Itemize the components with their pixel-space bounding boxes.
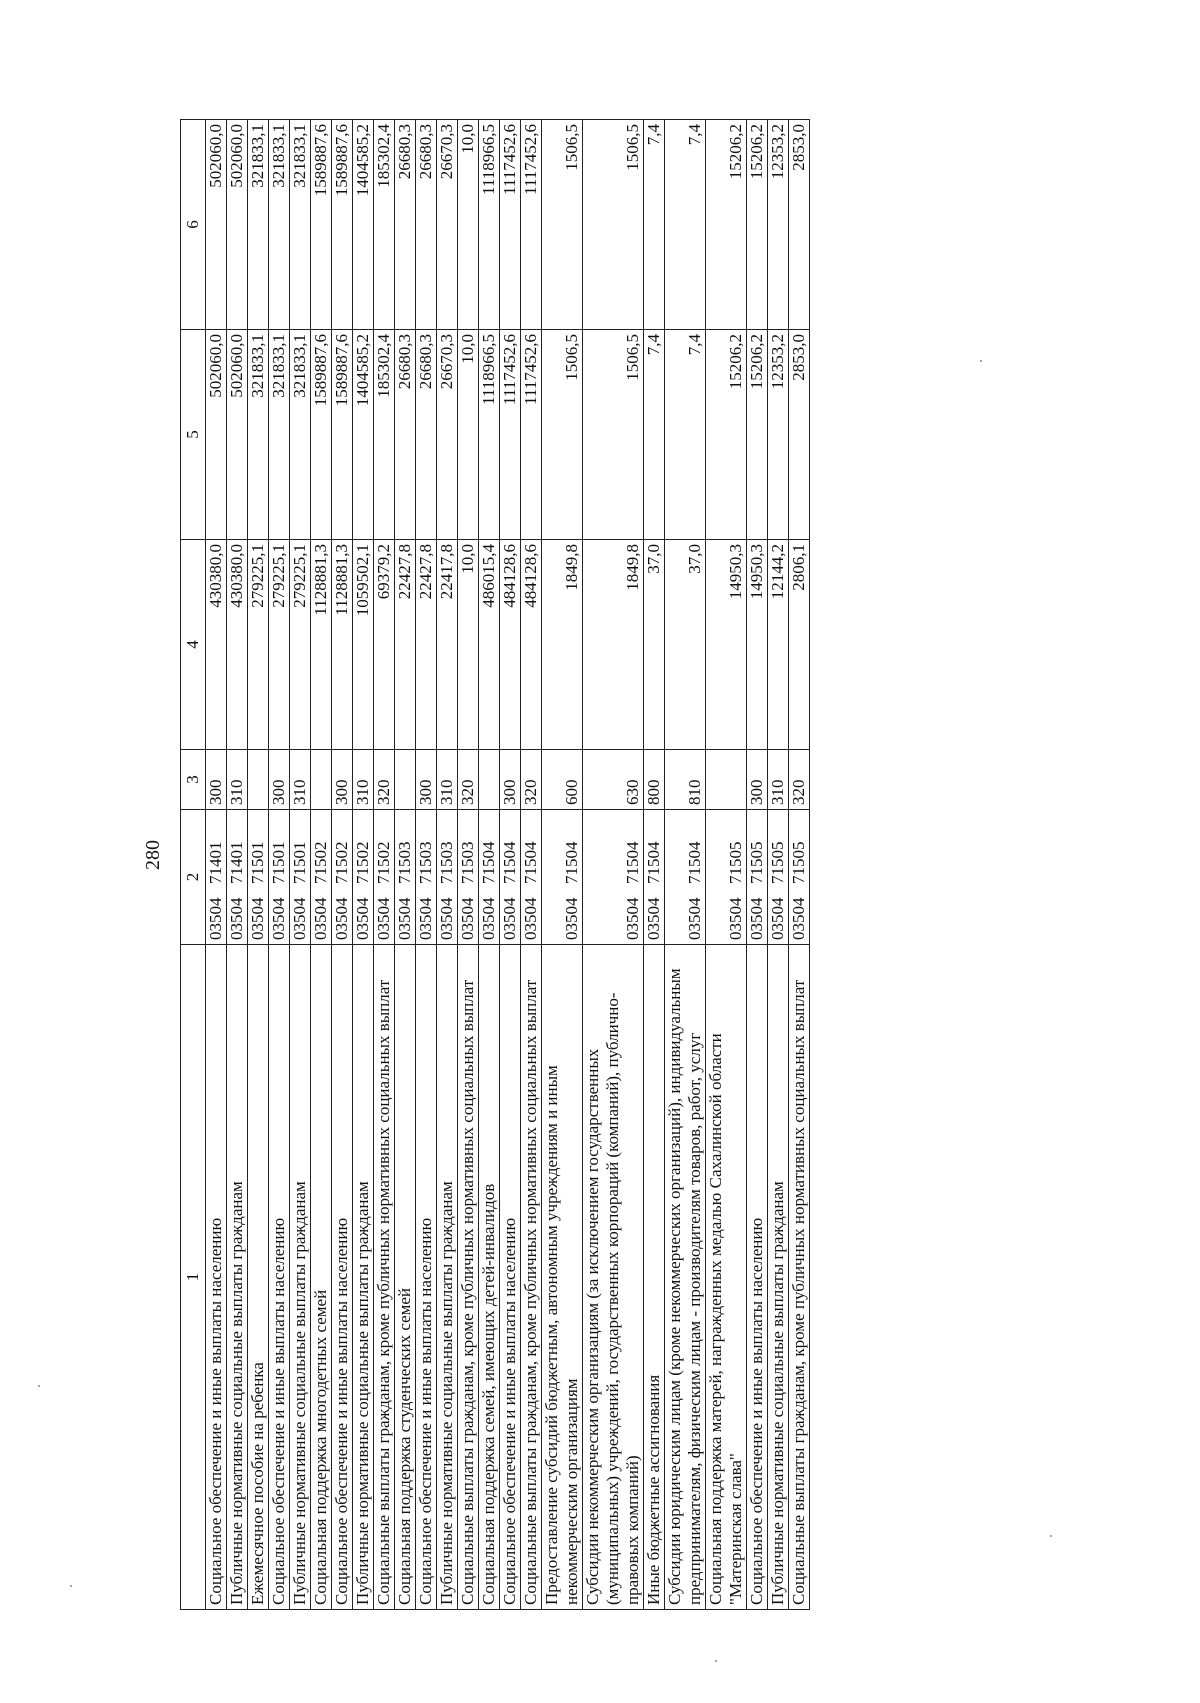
amount-col5: 15206,2	[706, 330, 747, 540]
amount-col4: 279225,1	[248, 540, 269, 750]
row-name: Социальные выплаты гражданам, кроме публичных нормативных социальных выплат	[374, 945, 395, 1610]
target-code: 71504	[644, 841, 663, 884]
budget-table	[180, 119, 810, 1610]
row-code	[248, 810, 269, 945]
section-code: 03504	[500, 897, 519, 940]
section-code: 03504	[726, 897, 745, 940]
amount-col4: 486015,4	[479, 540, 500, 750]
amount-col6: 502060,0	[206, 120, 227, 330]
target-code: 71505	[726, 841, 745, 884]
column-header: 4	[181, 540, 206, 750]
amount-col6: 15206,2	[706, 120, 747, 330]
expense-type-code: 320	[521, 750, 542, 810]
row-name: Социальная поддержка матерей, награжденных медалью Сахалинской области "Материнская слава"	[706, 945, 747, 1610]
row-name: Социальные выплаты гражданам, кроме публичных нормативных социальных выплат	[521, 945, 542, 1610]
row-name: Субсидии некоммерческим организациям (за исключением государственных (муниципальных) учреждений, государственных корпораций (компаний), публично-правовых компаний)	[583, 945, 644, 1610]
amount-col5: 1117452,6	[500, 330, 521, 540]
amount-col4: 279225,1	[269, 540, 290, 750]
table-row	[583, 120, 644, 1610]
amount-col6: 1506,5	[583, 120, 644, 330]
amount-col4: 1128881,3	[332, 540, 353, 750]
row-code	[206, 810, 227, 945]
row-name: Социальная поддержка студенческих семей	[395, 945, 416, 1610]
target-code: 71505	[747, 841, 766, 884]
row-code	[353, 810, 374, 945]
row-code	[332, 810, 353, 945]
amount-col6: 26680,3	[416, 120, 437, 330]
amount-col6: 321833,1	[269, 120, 290, 330]
table-row	[500, 120, 521, 1610]
target-code: 71504	[623, 841, 642, 884]
expense-type-code: 300	[416, 750, 437, 810]
target-code: 71502	[374, 841, 393, 884]
row-code	[542, 810, 583, 945]
target-code: 71503	[458, 841, 477, 884]
expense-type-code: 300	[500, 750, 521, 810]
expense-type-code: 320	[374, 750, 395, 810]
amount-col6: 15206,2	[747, 120, 768, 330]
section-code: 03504	[747, 897, 766, 940]
expense-type-code: 810	[665, 750, 706, 810]
target-code: 71501	[248, 841, 267, 884]
row-code	[747, 810, 768, 945]
row-code	[789, 810, 810, 945]
amount-col4: 279225,1	[290, 540, 311, 750]
row-code	[665, 810, 706, 945]
amount-col5: 321833,1	[248, 330, 269, 540]
amount-col5: 1404585,2	[353, 330, 374, 540]
amount-col5: 1118966,5	[479, 330, 500, 540]
section-code: 03504	[416, 897, 435, 940]
amount-col6: 2853,0	[789, 120, 810, 330]
target-code: 71401	[206, 841, 225, 884]
expense-type-code: 320	[789, 750, 810, 810]
amount-col4: 14950,3	[747, 540, 768, 750]
expense-type-code: 310	[768, 750, 789, 810]
row-code	[437, 810, 458, 945]
amount-col6: 1589887,6	[311, 120, 332, 330]
amount-col4: 484128,6	[500, 540, 521, 750]
table-row	[374, 120, 395, 1610]
section-code: 03504	[290, 897, 309, 940]
row-name: Социальное обеспечение и иные выплаты населению	[206, 945, 227, 1610]
section-code: 03504	[479, 897, 498, 940]
table-row	[311, 120, 332, 1610]
amount-col4: 14950,3	[706, 540, 747, 750]
row-code	[227, 810, 248, 945]
scan-speck	[38, 1385, 40, 1387]
table-row	[332, 120, 353, 1610]
column-header: 2	[181, 810, 206, 945]
amount-col4: 37,0	[644, 540, 665, 750]
table-row	[290, 120, 311, 1610]
expense-type-code	[479, 750, 500, 810]
table-row	[747, 120, 768, 1610]
row-name: Социальная поддержка многодетных семей	[311, 945, 332, 1610]
row-name: Иные бюджетные ассигнования	[644, 945, 665, 1610]
row-code	[583, 810, 644, 945]
table-row	[458, 120, 479, 1610]
amount-col5: 10,0	[458, 330, 479, 540]
amount-col5: 26670,3	[437, 330, 458, 540]
target-code: 71503	[437, 841, 456, 884]
table-row	[227, 120, 248, 1610]
amount-col4: 10,0	[458, 540, 479, 750]
amount-col5: 26680,3	[416, 330, 437, 540]
section-code: 03504	[227, 897, 246, 940]
target-code: 71504	[500, 841, 519, 884]
section-code: 03504	[685, 897, 704, 940]
row-code	[706, 810, 747, 945]
table-row	[206, 120, 227, 1610]
expense-type-code: 630	[583, 750, 644, 810]
amount-col5: 26680,3	[395, 330, 416, 540]
target-code: 71503	[395, 841, 414, 884]
table-row	[665, 120, 706, 1610]
rotated-page	[140, 45, 1120, 1665]
amount-col5: 1506,5	[583, 330, 644, 540]
amount-col5: 7,4	[665, 330, 706, 540]
amount-col5: 502060,0	[227, 330, 248, 540]
expense-type-code: 800	[644, 750, 665, 810]
row-code	[644, 810, 665, 945]
row-name: Социальная поддержка семей, имеющих детей-инвалидов	[479, 945, 500, 1610]
expense-type-code: 310	[290, 750, 311, 810]
amount-col6: 7,4	[665, 120, 706, 330]
amount-col4: 1059502,1	[353, 540, 374, 750]
target-code: 71502	[311, 841, 330, 884]
amount-col6: 1117452,6	[500, 120, 521, 330]
amount-col5: 321833,1	[290, 330, 311, 540]
row-code	[395, 810, 416, 945]
expense-type-code	[395, 750, 416, 810]
row-code	[768, 810, 789, 945]
expense-type-code	[248, 750, 269, 810]
section-code: 03504	[768, 897, 787, 940]
amount-col6: 1589887,6	[332, 120, 353, 330]
table-row	[479, 120, 500, 1610]
column-header: 1	[181, 945, 206, 1610]
amount-col4: 12144,2	[768, 540, 789, 750]
amount-col6: 321833,1	[290, 120, 311, 330]
table-row	[437, 120, 458, 1610]
row-code	[458, 810, 479, 945]
section-code: 03504	[206, 897, 225, 940]
amount-col6: 502060,0	[227, 120, 248, 330]
amount-col5: 185302,4	[374, 330, 395, 540]
target-code: 71505	[789, 841, 808, 884]
row-code	[500, 810, 521, 945]
expense-type-code	[706, 750, 747, 810]
row-name: Социальные выплаты гражданам, кроме публичных нормативных социальных выплат	[789, 945, 810, 1610]
row-code	[416, 810, 437, 945]
scan-speck	[715, 1660, 717, 1662]
table-row	[521, 120, 542, 1610]
section-code: 03504	[332, 897, 351, 940]
amount-col6: 7,4	[644, 120, 665, 330]
expense-type-code: 300	[747, 750, 768, 810]
expense-type-code: 310	[437, 750, 458, 810]
section-code: 03504	[311, 897, 330, 940]
row-name: Публичные нормативные социальные выплаты гражданам	[353, 945, 374, 1610]
amount-col5: 1506,5	[542, 330, 583, 540]
target-code: 71504	[562, 841, 581, 884]
amount-col4: 1849,8	[542, 540, 583, 750]
row-name: Социальное обеспечение и иные выплаты населению	[747, 945, 768, 1610]
table-row	[706, 120, 747, 1610]
amount-col5: 1589887,6	[332, 330, 353, 540]
page-number: 280	[142, 840, 164, 870]
target-code: 71501	[290, 841, 309, 884]
section-code: 03504	[458, 897, 477, 940]
row-name: Предоставление субсидий бюджетным, автономным учреждениям и иным некоммерческим организациям	[542, 945, 583, 1610]
amount-col6: 12353,2	[768, 120, 789, 330]
amount-col4: 22417,8	[437, 540, 458, 750]
row-name: Субсидии юридическим лицам (кроме некоммерческих организаций), индивидуальным предпринимателям, физическим лицам - производителям товаров, работ, услуг	[665, 945, 706, 1610]
scan-speck	[70, 1585, 72, 1587]
amount-col5: 15206,2	[747, 330, 768, 540]
expense-type-code: 310	[353, 750, 374, 810]
table-row	[416, 120, 437, 1610]
target-code: 71505	[768, 841, 787, 884]
expense-type-code: 310	[227, 750, 248, 810]
section-code: 03504	[521, 897, 540, 940]
row-name: Социальные выплаты гражданам, кроме публичных нормативных социальных выплат	[458, 945, 479, 1610]
row-name: Социальное обеспечение и иные выплаты населению	[416, 945, 437, 1610]
amount-col4: 1849,8	[583, 540, 644, 750]
row-name: Публичные нормативные социальные выплаты гражданам	[437, 945, 458, 1610]
amount-col6: 10,0	[458, 120, 479, 330]
target-code: 71504	[685, 841, 704, 884]
table-header-row	[181, 120, 206, 1610]
expense-type-code	[311, 750, 332, 810]
section-code: 03504	[395, 897, 414, 940]
amount-col6: 26680,3	[395, 120, 416, 330]
table-row	[395, 120, 416, 1610]
table-body	[206, 120, 810, 1610]
amount-col6: 26670,3	[437, 120, 458, 330]
section-code: 03504	[269, 897, 288, 940]
amount-col6: 1117452,6	[521, 120, 542, 330]
section-code: 03504	[789, 897, 808, 940]
column-header: 5	[181, 330, 206, 540]
amount-col4: 484128,6	[521, 540, 542, 750]
row-code	[290, 810, 311, 945]
target-code: 71504	[521, 841, 540, 884]
target-code: 71502	[332, 841, 351, 884]
amount-col5: 502060,0	[206, 330, 227, 540]
amount-col4: 22427,8	[416, 540, 437, 750]
row-code	[374, 810, 395, 945]
scan-speck	[980, 360, 982, 362]
amount-col4: 37,0	[665, 540, 706, 750]
target-code: 71401	[227, 841, 246, 884]
table-row	[353, 120, 374, 1610]
expense-type-code: 300	[206, 750, 227, 810]
scan-speck	[1050, 1535, 1052, 1537]
section-code: 03504	[644, 897, 663, 940]
section-code: 03504	[374, 897, 393, 940]
section-code: 03504	[623, 897, 642, 940]
amount-col4: 430380,0	[227, 540, 248, 750]
amount-col5: 12353,2	[768, 330, 789, 540]
expense-type-code: 600	[542, 750, 583, 810]
amount-col5: 2853,0	[789, 330, 810, 540]
row-code	[479, 810, 500, 945]
target-code: 71502	[353, 841, 372, 884]
row-name: Социальное обеспечение и иные выплаты населению	[500, 945, 521, 1610]
target-code: 71503	[416, 841, 435, 884]
table-row	[768, 120, 789, 1610]
row-code	[521, 810, 542, 945]
table-row	[644, 120, 665, 1610]
expense-type-code: 300	[269, 750, 290, 810]
row-name: Публичные нормативные социальные выплаты гражданам	[290, 945, 311, 1610]
expense-type-code: 300	[332, 750, 353, 810]
target-code: 71504	[479, 841, 498, 884]
amount-col5: 1117452,6	[521, 330, 542, 540]
section-code: 03504	[437, 897, 456, 940]
section-code: 03504	[248, 897, 267, 940]
row-name: Публичные нормативные социальные выплаты гражданам	[768, 945, 789, 1610]
amount-col6: 1404585,2	[353, 120, 374, 330]
table-row	[542, 120, 583, 1610]
amount-col4: 22427,8	[395, 540, 416, 750]
amount-col5: 321833,1	[269, 330, 290, 540]
amount-col6: 1506,5	[542, 120, 583, 330]
row-name: Социальное обеспечение и иные выплаты населению	[269, 945, 290, 1610]
row-code	[311, 810, 332, 945]
target-code: 71501	[269, 841, 288, 884]
section-code: 03504	[353, 897, 372, 940]
amount-col4: 2806,1	[789, 540, 810, 750]
table-row	[248, 120, 269, 1610]
amount-col5: 7,4	[644, 330, 665, 540]
table-row	[789, 120, 810, 1610]
amount-col4: 69379,2	[374, 540, 395, 750]
table-row	[269, 120, 290, 1610]
row-code	[269, 810, 290, 945]
amount-col4: 430380,0	[206, 540, 227, 750]
row-name: Публичные нормативные социальные выплаты гражданам	[227, 945, 248, 1610]
expense-type-code: 320	[458, 750, 479, 810]
row-name: Ежемесячное пособие на ребенка	[248, 945, 269, 1610]
section-code: 03504	[562, 897, 581, 940]
column-header: 6	[181, 120, 206, 330]
amount-col6: 321833,1	[248, 120, 269, 330]
amount-col6: 1118966,5	[479, 120, 500, 330]
amount-col4: 1128881,3	[311, 540, 332, 750]
column-header: 3	[181, 750, 206, 810]
amount-col5: 1589887,6	[311, 330, 332, 540]
amount-col6: 185302,4	[374, 120, 395, 330]
row-name: Социальное обеспечение и иные выплаты населению	[332, 945, 353, 1610]
